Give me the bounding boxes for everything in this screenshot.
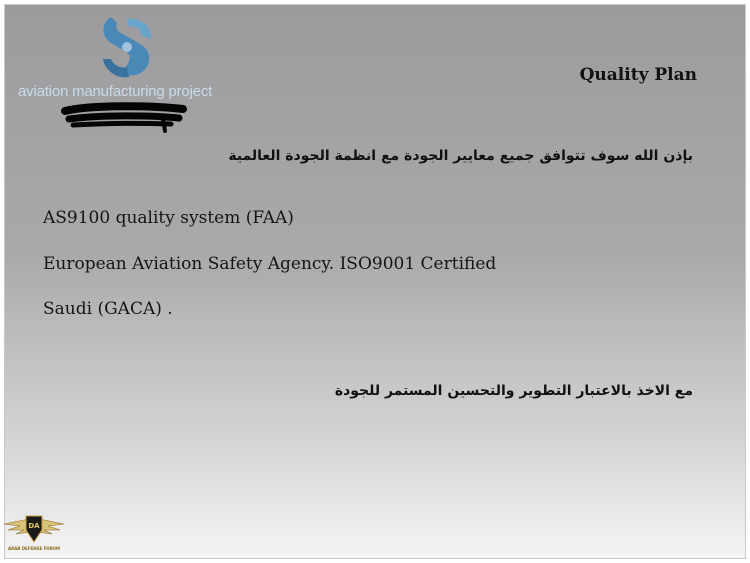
- logo-text: aviation manufacturing project: [18, 83, 213, 100]
- standard-item: European Aviation Safety Agency. ISO9001 Certified: [43, 254, 497, 274]
- svg-text:DA: DA: [28, 522, 40, 530]
- wrench-logo-icon: [97, 13, 159, 85]
- winged-emblem-icon: [2, 512, 66, 546]
- arabic-statement: بإذن الله سوف تتوافق جميع معايير الجودة مع انظمة الجودة العالمية: [228, 148, 693, 164]
- arabic-note: مع الاخذ بالاعتبار التطوير والتحسين المستمر للجودة: [334, 383, 693, 399]
- standard-item: AS9100 quality system (FAA): [43, 208, 294, 228]
- slide: [4, 4, 746, 559]
- watermark-caption: ARAB DEFENSE FORUM: [7, 546, 61, 551]
- redaction-mark: [59, 101, 189, 135]
- forum-watermark: [2, 512, 72, 556]
- standard-item: Saudi (GACA) .: [43, 299, 173, 319]
- slide-title: Quality Plan: [579, 65, 697, 85]
